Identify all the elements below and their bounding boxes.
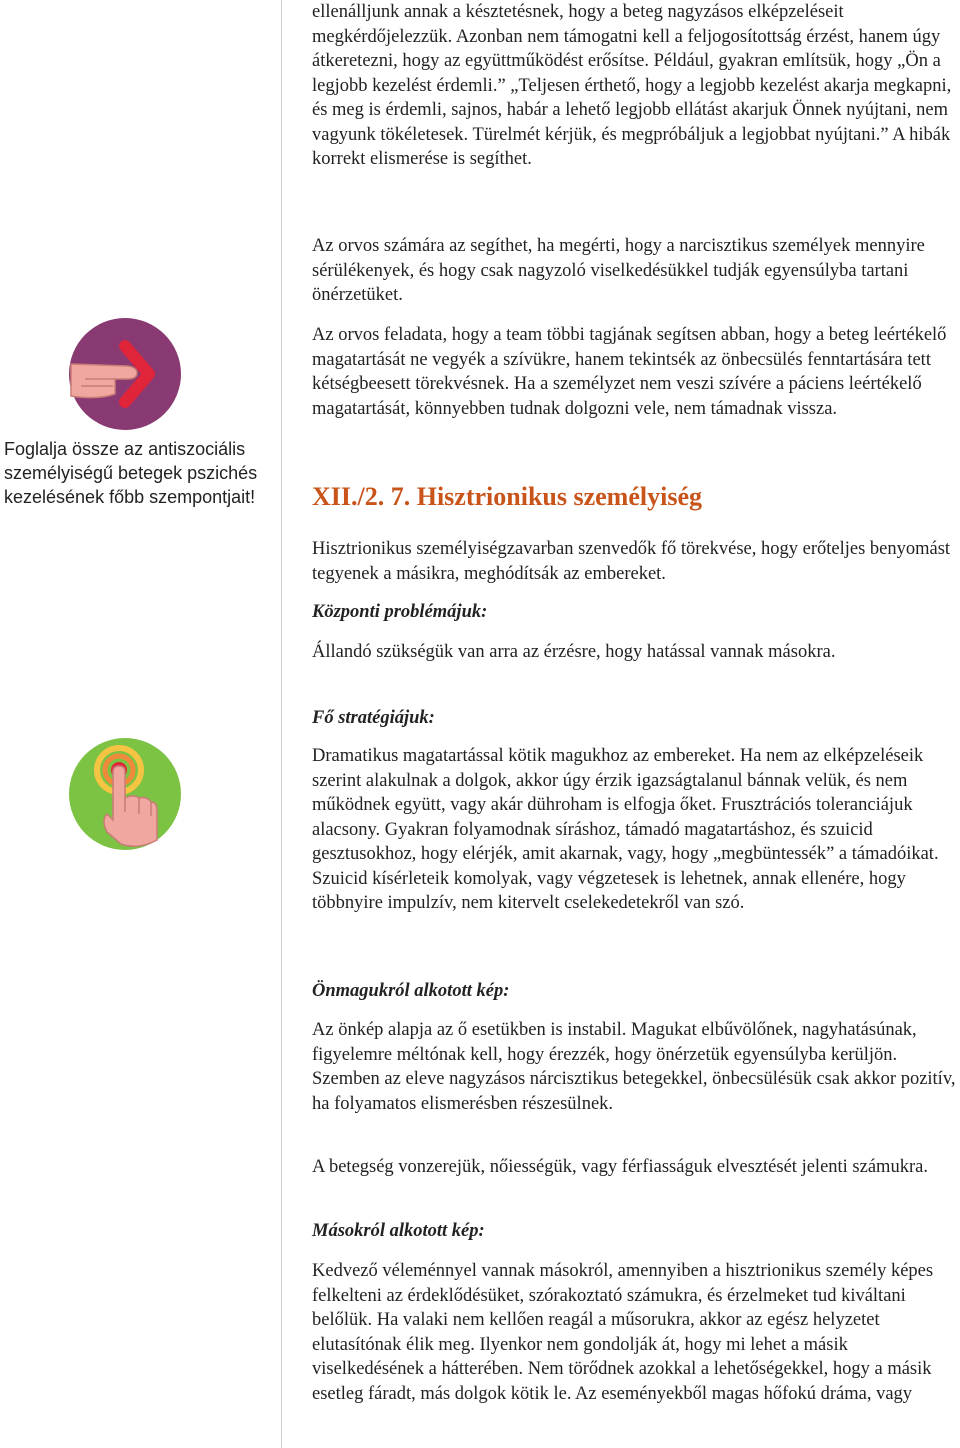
- subheading-main-strategy: Fő stratégiájuk:: [312, 708, 435, 728]
- paragraph-2: Az orvos számára az segíthet, ha megérti, hogy a narcisztikus személyek mennyire sérülékenyek, és hogy csak nagyzoló viselkedésükkel tudják egyensúlyba tartani önérzetüket.: [312, 236, 925, 305]
- column-divider: [281, 0, 282, 1448]
- sidebar-question: Foglalja össze az antiszociális személyiségű betegek pszichés kezelésének főbb szempontjait!: [4, 439, 258, 507]
- paragraph-4: Hisztrionikus személyiségzavarban szenvedők fő törekvése, hogy erőteljes benyomást tegyenek a másikra, meghódítsák az embereket.: [312, 539, 951, 584]
- subheading-central-problem: Központi problémájuk:: [312, 602, 488, 622]
- subheading-self-image: Önmagukról alkotott kép:: [312, 981, 510, 1001]
- paragraph-1: ellenálljunk annak a késztetésnek, hogy a beteg nagyzásos elképzeléseit megkérdőjelezzük. Azonban nem támogatni kell a feljogosítottság érzést, hanem úgy átkeretezni, hogy az együttműködést erősítse. Például, gyakran említsük, hogy „Ön a legjobb kezelést érdemli.” „Teljesen érthető, hogy a legjobb kezelést akarja megkapni, és meg is érdemli, sajnos, habár a lehető legjobb ellátást akarjuk Önnek nyújtani, nem vagyunk tökéletesek. Türelmét kérjük, és megpróbáljuk a legjobbat nyújtani.” A hibák korrekt elismerése is segíthet.: [312, 2, 952, 169]
- paragraph-9: Kedvező véleménnyel vannak másokról, amennyiben a hisztrionikus személy képes felkelteni az érdeklődésüket, szórakoztató számukra, és érzelmeket tud kiváltani belőlük. Ha valaki nem kellően reagál a műsorukra, akkor az egész helyzetet elutasítónak élik meg. Ilyenkor nem gondolják át, hogy mi lehet a másik viselkedésének a hátterében. Nem törődnek azokkal a lehetőségekkel, hogy a másik esetleg fáradt, más dolgok kötik le. Az eseményekből magas hőfokú dráma, vagy: [312, 1261, 934, 1404]
- paragraph-6: Dramatikus magatartással kötik magukhoz az embereket. Ha nem az elképzeléseik szerint alakulnak a dolgok, akkor úgy érzik igazságtalanul bánnak velük, és nem működnek együtt, vagy akár dühroham is elfogja őket. Frusztrációs toleranciájuk alacsony. Gyakran folyamodnak síráshoz, támadó magatartáshoz, és szuicid gesztusokhoz, hogy elérjék, amit akarnak, vagy, hogy „megbüntessék” a támadóikat. Szuicid kísérleteik komolyak, vagy végzetesek is lehetnek, annak ellenére, hogy többnyire impulzív, nem kitervelt cselekedetekről van szó.: [312, 746, 939, 913]
- subheading-image-of-others: Másokról alkotott kép:: [312, 1221, 485, 1241]
- section-heading: XII./2. 7. Hisztrionikus személyiség: [312, 482, 702, 511]
- paragraph-3: Az orvos feladata, hogy a team többi tagjának segítsen abban, hogy a beteg leértékelő magatartását ne vegyék a szívükre, hanem tekintsék az önbecsülés fenntartására tett kétségbeesett törekvésnek. Ha a személyzet nem veszi szívére a páciens leértékelő magatartását, könnyebben tudnak dolgozni vele, nem támadnak vissza.: [312, 325, 947, 419]
- hand-pointing-arrow-icon: [67, 316, 183, 432]
- paragraph-5: Állandó szükségük van arra az érzésre, hogy hatással vannak másokra.: [312, 642, 836, 662]
- sidebar: [0, 0, 280, 1448]
- paragraph-8: A betegség vonzerejük, nőiességük, vagy férfiasságuk elvesztését jelenti számukra.: [312, 1157, 928, 1177]
- hand-pressing-button-icon: [67, 736, 183, 852]
- paragraph-7: Az önkép alapja az ő esetükben is instabil. Magukat elbűvölőnek, nagyhatásúnak, figyelemre méltónak kell, hogy érezzék, hogy önérzetük egyensúlyba kerüljön. Szemben az eleve nagyzásos nárcisztikus betegekkel, önbecsülésük csak akkor pozitív, ha folyamatos elismerésben részesülnek.: [312, 1020, 956, 1114]
